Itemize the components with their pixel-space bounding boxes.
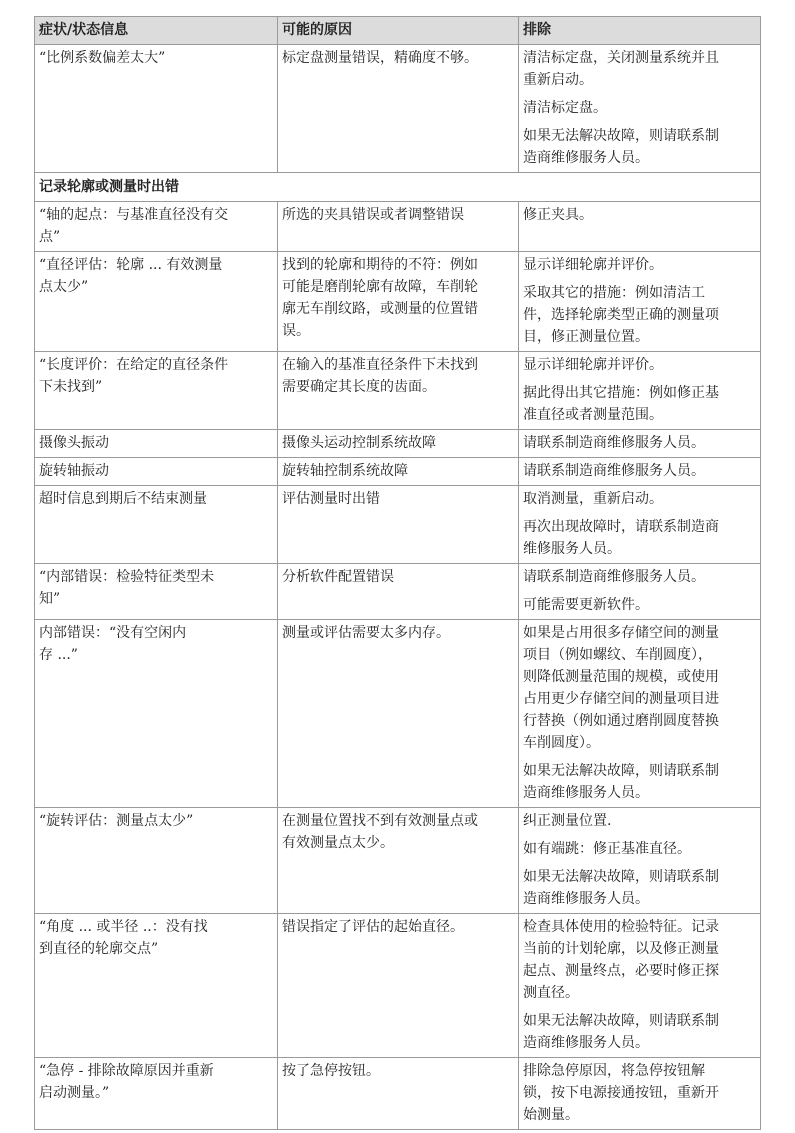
remedy-step <box>523 838 756 860</box>
symptom-line: 旋转轴振动 <box>39 463 109 479</box>
remedy-cell <box>519 620 761 808</box>
cause-line: 有效测量点太少。 <box>282 835 394 851</box>
remedy-step <box>523 516 756 560</box>
symptom-cell <box>35 45 278 173</box>
remedy-line: 据此得出其它措施：例如修正基 <box>523 385 719 401</box>
symptom-line: 超时信息到期后不结束测量 <box>39 491 207 507</box>
remedy-line: 造商维修服务人员。 <box>523 785 649 801</box>
table-row <box>35 430 761 458</box>
remedy-line: 请联系制造商维修服务人员。 <box>523 569 705 585</box>
remedy-step <box>523 432 756 454</box>
symptom-line: 摄像头振动 <box>39 435 109 451</box>
table-row <box>35 202 761 252</box>
section-row <box>35 173 761 202</box>
remedy-line: 当前的计划轮廓，以及修正测量 <box>523 941 719 957</box>
remedy-line: 占用更少存储空间的测量项目进 <box>523 691 719 707</box>
remedy-step <box>523 354 756 376</box>
remedy-cell <box>519 45 761 173</box>
remedy-line: 锁，按下电源接通按钮，重新开 <box>523 1085 719 1101</box>
cause-cell <box>278 620 519 808</box>
remedy-step <box>523 254 756 276</box>
remedy-step <box>523 204 756 226</box>
table-row <box>35 352 761 430</box>
remedy-line: 显示详细轮廓并评价。 <box>523 257 663 273</box>
remedy-line: 测直径。 <box>523 985 579 1001</box>
table-row <box>35 45 761 173</box>
cause-cell <box>278 914 519 1058</box>
symptom-line: 启动测量。” <box>39 1085 110 1101</box>
symptom-line: 点太少” <box>39 279 89 295</box>
remedy-step <box>523 760 756 804</box>
symptom-line: “轴的起点：与基准直径没有交 <box>39 207 229 223</box>
remedy-line: 起点、测量终点，必要时修正探 <box>523 963 719 979</box>
remedy-step <box>523 282 756 348</box>
cause-cell <box>278 808 519 914</box>
table-row <box>35 808 761 914</box>
remedy-step <box>523 866 756 910</box>
remedy-step <box>523 916 756 1004</box>
cause-line: 标定盘测量错误，精确度不够。 <box>282 50 478 66</box>
symptom-line: “旋转评估：测量点太少” <box>39 813 194 829</box>
remedy-cell <box>519 252 761 352</box>
table-row <box>35 914 761 1058</box>
header-cause: 可能的原因 <box>278 17 519 45</box>
remedy-line: 修正夹具。 <box>523 207 593 223</box>
symptom-cell <box>35 352 278 430</box>
cause-cell <box>278 352 519 430</box>
symptom-cell <box>35 1058 278 1130</box>
symptom-line: “急停 - 排除故障原因并重新 <box>39 1063 214 1079</box>
remedy-cell <box>519 202 761 252</box>
symptom-line: 存 ...” <box>39 647 78 663</box>
table-header <box>35 17 761 45</box>
symptom-line: “长度评价：在给定的直径条件 <box>39 357 229 373</box>
symptom-cell <box>35 458 278 486</box>
remedy-line: 纠正测量位置. <box>523 813 612 829</box>
remedy-line: 准直径或者测量范围。 <box>523 407 663 423</box>
cause-line: 需要确定其长度的齿面。 <box>282 379 436 395</box>
cause-cell <box>278 1058 519 1130</box>
remedy-cell <box>519 486 761 564</box>
remedy-line: 再次出现故障时，请联系制造商 <box>523 519 719 535</box>
remedy-line: 取消测量，重新启动。 <box>523 491 663 507</box>
remedy-line: 行替换（例如通过磨削圆度替换 <box>523 713 719 729</box>
remedy-line: 造商维修服务人员。 <box>523 1035 649 1051</box>
remedy-cell <box>519 458 761 486</box>
table-row <box>35 1058 761 1130</box>
cause-line: 廓无车削纹路，或测量的位置错 <box>282 301 478 317</box>
remedy-line: 显示详细轮廓并评价。 <box>523 357 663 373</box>
header-symptom: 症状/状态信息 <box>35 17 278 45</box>
symptom-line: “比例系数偏差太大” <box>39 50 166 66</box>
remedy-step <box>523 566 756 588</box>
remedy-line: 如果是占用很多存储空间的测量 <box>523 625 719 641</box>
cause-line: 可能是磨削轮廓有故障，车削轮 <box>282 279 478 295</box>
symptom-cell <box>35 202 278 252</box>
remedy-line: 清洁标定盘，关闭测量系统并且 <box>523 50 719 66</box>
remedy-line: 请联系制造商维修服务人员。 <box>523 463 705 479</box>
remedy-line: 排除急停原因，将急停按钮解 <box>523 1063 705 1079</box>
remedy-line: 如有端跳：修正基准直径。 <box>523 841 691 857</box>
cause-cell <box>278 564 519 620</box>
symptom-cell <box>35 564 278 620</box>
remedy-line: 项目（例如螺纹、车削圆度）， <box>523 647 712 663</box>
cause-cell <box>278 430 519 458</box>
remedy-step <box>523 622 756 754</box>
cause-cell <box>278 202 519 252</box>
remedy-line: 件，选择轮廓类型正确的测量项 <box>523 307 719 323</box>
remedy-line: 重新启动。 <box>523 72 593 88</box>
cause-line: 找到的轮廓和期待的不符：例如 <box>282 257 478 273</box>
remedy-step <box>523 460 756 482</box>
cause-line: 旋转轴控制系统故障 <box>282 463 408 479</box>
remedy-line: 维修服务人员。 <box>523 541 621 557</box>
cause-line: 评估测量时出错 <box>282 491 380 507</box>
cause-line: 测量或评估需要太多内存。 <box>282 625 450 641</box>
symptom-cell <box>35 252 278 352</box>
remedy-line: 则降低测量范围的规模，或使用 <box>523 669 719 685</box>
symptom-line: 点” <box>39 229 61 245</box>
symptom-cell <box>35 486 278 564</box>
table-row <box>35 252 761 352</box>
cause-cell <box>278 458 519 486</box>
remedy-step <box>523 382 756 426</box>
remedy-cell <box>519 564 761 620</box>
symptom-line: “直径评估：轮廓 ... 有效测量 <box>39 257 223 273</box>
remedy-line: 造商维修服务人员。 <box>523 150 649 166</box>
remedy-line: 车削圆度）。 <box>523 735 600 751</box>
troubleshooting-table <box>34 16 761 1130</box>
cause-line: 错误指定了评估的起始直径。 <box>282 919 464 935</box>
section-heading: 记录轮廓或测量时出错 <box>35 173 761 202</box>
header-remedy: 排除 <box>519 17 761 45</box>
table-row <box>35 620 761 808</box>
remedy-step <box>523 125 756 169</box>
remedy-line: 造商维修服务人员。 <box>523 891 649 907</box>
symptom-line: “角度 ... 或半径 ..：没有找 <box>39 919 208 935</box>
remedy-cell <box>519 914 761 1058</box>
remedy-line: 检查具体使用的检验特征。记录 <box>523 919 719 935</box>
symptom-line: 到直径的轮廓交点” <box>39 941 159 957</box>
symptom-cell <box>35 430 278 458</box>
remedy-line: 清洁标定盘。 <box>523 100 607 116</box>
symptom-line: 内部错误：“没有空闲内 <box>39 625 187 641</box>
remedy-line: 可能需要更新软件。 <box>523 597 649 613</box>
remedy-step <box>523 810 756 832</box>
remedy-line: 目，修正测量位置。 <box>523 329 649 345</box>
cause-line: 所选的夹具错误或者调整错误 <box>282 207 464 223</box>
remedy-step <box>523 488 756 510</box>
remedy-cell <box>519 430 761 458</box>
remedy-cell <box>519 352 761 430</box>
remedy-line: 如果无法解决故障，则请联系制 <box>523 763 719 779</box>
remedy-cell <box>519 808 761 914</box>
cause-line: 误。 <box>282 323 310 339</box>
cause-cell <box>278 252 519 352</box>
remedy-step <box>523 594 756 616</box>
symptom-line: 知” <box>39 591 61 607</box>
remedy-line: 如果无法解决故障，则请联系制 <box>523 869 719 885</box>
cause-line: 摄像头运动控制系统故障 <box>282 435 436 451</box>
remedy-line: 请联系制造商维修服务人员。 <box>523 435 705 451</box>
remedy-line: 如果无法解决故障，则请联系制 <box>523 1013 719 1029</box>
remedy-line: 如果无法解决故障，则请联系制 <box>523 128 719 144</box>
table-row <box>35 486 761 564</box>
table-row <box>35 564 761 620</box>
symptom-cell <box>35 620 278 808</box>
remedy-line: 始测量。 <box>523 1107 579 1123</box>
symptom-line: 下未找到” <box>39 379 103 395</box>
remedy-cell <box>519 1058 761 1130</box>
cause-line: 在测量位置找不到有效测量点或 <box>282 813 478 829</box>
table-body <box>35 45 761 1130</box>
table-row <box>35 458 761 486</box>
cause-line: 按了急停按钮。 <box>282 1063 380 1079</box>
remedy-step <box>523 47 756 91</box>
cause-line: 分析软件配置错误 <box>282 569 394 585</box>
symptom-cell <box>35 808 278 914</box>
cause-line: 在输入的基准直径条件下未找到 <box>282 357 478 373</box>
symptom-line: “内部错误：检验特征类型未 <box>39 569 215 585</box>
cause-cell <box>278 486 519 564</box>
header-row <box>35 17 761 45</box>
remedy-step <box>523 97 756 119</box>
cause-cell <box>278 45 519 173</box>
remedy-line: 采取其它的措施：例如清洁工 <box>523 285 705 301</box>
remedy-step <box>523 1010 756 1054</box>
remedy-step <box>523 1060 756 1126</box>
symptom-cell <box>35 914 278 1058</box>
